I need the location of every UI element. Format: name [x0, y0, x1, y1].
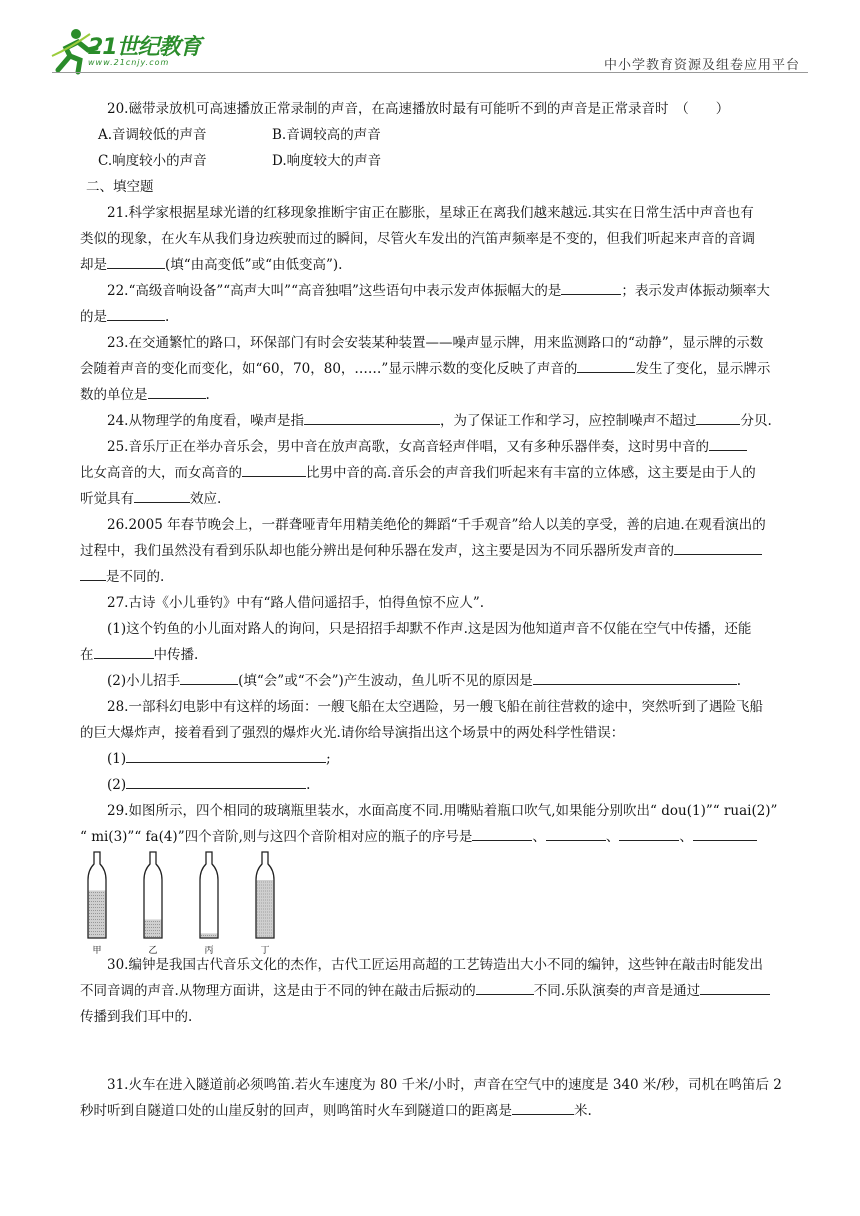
q23-line2: 会随着声音的变化而变化，如“60，70，80，……”显示牌示数的变化反映了声音的 发生了变化，显示牌示 [80, 356, 810, 382]
q28-line1: 28.一部科幻电影中有这样的场面：一艘飞船在太空遇险，另一艘飞船在前往营救的途中，突然听到了遇险飞船 [107, 699, 763, 715]
bottles-figure [80, 850, 810, 956]
q27-sub1-line1: (1)这个钓鱼的小儿面对路人的询问，只是招招手却默不作声.这是因为他知道声音不仅能在空气中传播，还能 [107, 621, 752, 637]
answer-blank[interactable] [107, 304, 165, 321]
q20-option-d: D.响度较大的声音 [272, 153, 382, 169]
q27-stem: 27.古诗《小儿垂钓》中有“路人借问遥招手，怕得鱼惊不应人”. [107, 595, 485, 611]
answer-blank[interactable] [180, 668, 238, 685]
bottle-label: 丙 [204, 946, 214, 956]
bottle-water [144, 919, 162, 938]
q27-sub2: (2)小儿招手 (填“会”或“不会”)产生波动，鱼儿听不见的原因是 . [80, 668, 810, 694]
answer-blank[interactable] [533, 668, 737, 685]
q25-line3: 听觉具有 效应. [80, 486, 810, 512]
q22-line2: 的是 . [80, 304, 810, 330]
answer-blank[interactable] [126, 772, 306, 789]
logo-text: 21世纪教育 [88, 35, 201, 60]
answer-blank[interactable] [304, 408, 440, 425]
q31-line1: 31.火车在进入隧道前必须鸣笛.若火车速度为 80 千米/小时，声音在空气中的速度是 340 米/秒，司机在鸣笛后 2 [107, 1077, 782, 1093]
q26-line2: 过程中，我们虽然没有看到乐队却也能分辨出是何种乐器在发声，这主要是因为不同乐器所发声音的 [80, 538, 810, 564]
document-body [80, 96, 810, 1124]
answer-blank[interactable] [94, 642, 154, 659]
q25-line1: 25.音乐厅正在举办音乐会，男中音在放声高歌，女高音轻声伴唱，又有多种乐器伴奏，这时男中音的 [80, 434, 810, 460]
answer-blank[interactable] [472, 824, 532, 841]
q25-line2: 比女高音的大，而女高音的 比男中音的高.音乐会的声音我们听起来有丰富的立体感，这主要是由于人的 [80, 460, 810, 486]
q28-line2: 的巨大爆炸声，接着看到了强烈的爆炸火光.请你给导演指出这个场景中的两处科学性错误： [80, 725, 625, 741]
answer-blank[interactable] [242, 460, 306, 477]
answer-blank[interactable] [126, 746, 326, 763]
q20-options-row1 [80, 122, 810, 148]
answer-blank[interactable] [693, 824, 757, 841]
answer-blank[interactable] [546, 824, 606, 841]
q30-line1: 30.编钟是我国古代音乐文化的杰作，古代工匠运用高超的工艺铸造出大小不同的编钟，这些钟在敲击时能发出 [107, 957, 763, 973]
q22-line1: 22.“高级音响设备”“高声大叫”“高音独唱”这些语句中表示发声体振幅大的是 ；表示发声体振动频率大 [80, 278, 810, 304]
answer-blank[interactable] [561, 278, 621, 295]
q29-line1: 29.如图所示，四个相同的玻璃瓶里装水，水面高度不同.用嘴贴着瓶口吹气,如果能分别吹出“ dou(1)”“ ruai(2)” [107, 803, 778, 819]
bottle-4 [254, 850, 276, 942]
q30-line2: 不同音调的声音.从物理方面讲，这是由于不同的钟在敲击后振动的 不同.乐队演奏的声音是通过 [80, 978, 810, 1004]
header-divider [52, 72, 808, 73]
q28-sub1: (1) ; [80, 746, 810, 772]
section-heading: 二、填空题 [86, 179, 154, 195]
q21-line2: 类似的现象，在火车从我们身边疾驶而过的瞬间，尽管火车发出的汽笛声频率是不变的，但我们听起来声音的音调 [80, 231, 755, 247]
q29-line2: “ mi(3)”“ fa(4)”四个音阶,则与这四个音阶相对应的瓶子的序号是 、 、 、 [80, 824, 810, 850]
q27-sub1-line2: 在 中传播. [80, 642, 810, 668]
q21-line1: 21.科学家根据星球光谱的红移现象推断宇宙正在膨胀，星球正在离我们越来越远.其实在日常生活中声音也有 [107, 205, 754, 221]
q20-stem: 20.磁带录放机可高速播放正常录制的声音，在高速播放时最有可能听不到的声音是正常录音时 （ ） [107, 101, 730, 117]
bottle-3 [198, 850, 220, 942]
bottle-label: 乙 [148, 946, 158, 956]
q21-line3: 却是 (填“由高变低”或“由低变高”). [80, 252, 810, 278]
page-header [0, 0, 860, 80]
q30-line3: 传播到我们耳中的. [80, 1009, 193, 1025]
answer-blank[interactable] [134, 486, 190, 503]
answer-blank[interactable] [674, 538, 762, 555]
answer-blank[interactable] [696, 408, 740, 425]
answer-blank[interactable] [512, 1098, 574, 1115]
bottle-outline [200, 852, 218, 938]
q20-option-b: B.音调较高的声音 [272, 127, 381, 143]
q28-sub2: (2) . [80, 772, 810, 798]
logo-url: www.21cnjy.com [88, 58, 170, 67]
q23-line1: 23.在交通繁忙的路口，环保部门有时会安装某种装置——噪声显示牌，用来监测路口的“动静”，显示牌的示数 [107, 335, 764, 351]
answer-blank[interactable] [700, 978, 770, 995]
q26-line1: 26.2005 年春节晚会上，一群聋哑青年用精美绝伦的舞蹈“千手观音”给人以美的享受，善的启迪.在观看演出的 [107, 517, 766, 533]
q20-option-c: C.响度较小的声音 [98, 153, 207, 169]
bottle-label: 丁 [260, 946, 270, 956]
q31-line2: 秒时听到自隧道口处的山崖反射的回声，则鸣笛时火车到隧道口的距离是 米. [80, 1098, 810, 1124]
platform-title: 中小学教育资源及组卷应用平台 [603, 58, 800, 73]
answer-blank[interactable] [476, 978, 534, 995]
answer-blank[interactable] [80, 564, 106, 581]
q24-line1: 24.从物理学的角度看，噪声是指 ，为了保证工作和学习，应控制噪声不超过 分贝. [80, 408, 810, 434]
answer-blank[interactable] [709, 434, 747, 451]
q26-line3: 是不同的. [80, 564, 810, 590]
answer-blank[interactable] [619, 824, 679, 841]
answer-blank[interactable] [577, 356, 635, 373]
bottle-1 [86, 850, 108, 942]
bottle-label: 甲 [92, 946, 102, 956]
answer-blank[interactable] [148, 382, 206, 399]
q20-option-a: A.音调较低的声音 [98, 127, 207, 143]
bottle-water [88, 890, 106, 938]
bottle-2 [142, 850, 164, 942]
q20-options-row2 [80, 148, 810, 174]
answer-blank[interactable] [107, 252, 165, 269]
q23-line3: 数的单位是 . [80, 382, 810, 408]
